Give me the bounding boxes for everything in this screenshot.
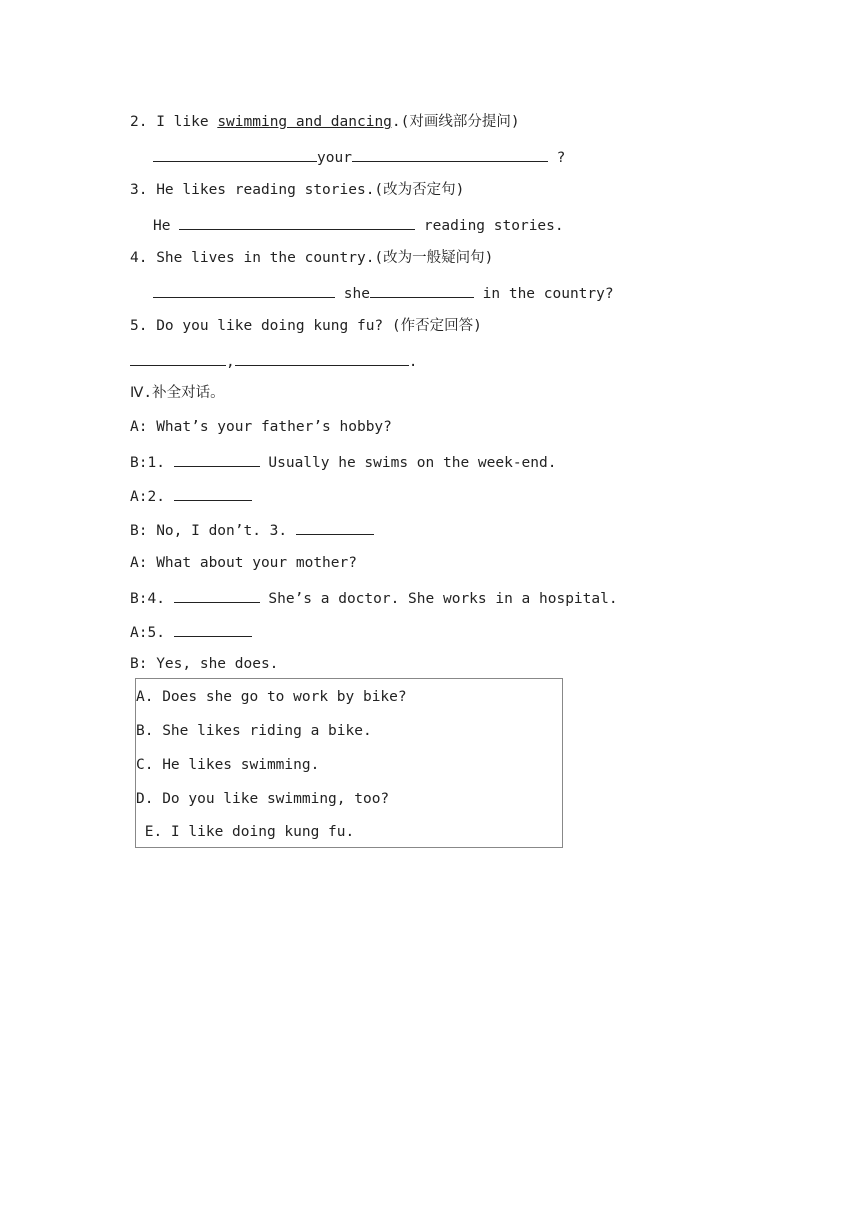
dialogue-prefix: B:1. [130, 455, 174, 471]
dialogue-line-7 [130, 621, 252, 641]
dialogue-line-4 [130, 519, 374, 539]
question-5-answer [130, 350, 417, 370]
dialogue-prefix: B: No, I don’t. 3. [130, 523, 296, 539]
question-3-start: He [153, 218, 180, 234]
question-5: 5. Do you like doing kung fu? (作否定回答) [130, 318, 482, 334]
question-2-end: ? [547, 150, 566, 166]
dialogue-prefix: A:2. [130, 489, 174, 505]
question-2-underlined: swimming and dancing [217, 114, 392, 130]
answer-blank[interactable] [179, 214, 415, 230]
dialogue-prefix: A:5. [130, 625, 174, 641]
question-2-prefix: 2. I like [130, 114, 218, 130]
question-3: 3. He likes reading stories.(改为否定句) [130, 182, 465, 198]
answer-blank[interactable] [153, 146, 317, 162]
dialogue-line-6 [130, 587, 618, 607]
question-2-answer [153, 146, 565, 166]
question-2-instruction: .(对画线部分提问) [391, 114, 520, 130]
question-4-end: in the country? [473, 286, 614, 302]
answer-blank[interactable] [352, 146, 548, 162]
dialogue-prefix: B:4. [130, 591, 174, 607]
answer-blank[interactable] [153, 282, 335, 298]
question-5-period: . [408, 354, 418, 370]
option-d: D. Do you like swimming, too? [136, 791, 390, 807]
option-c: C. He likes swimming. [136, 757, 320, 773]
answer-blank[interactable] [235, 350, 409, 366]
dialogue-line-1: A: What’s your father’s hobby? [130, 419, 392, 435]
option-a: A. Does she go to work by bike? [136, 689, 407, 705]
question-3-answer [153, 214, 564, 234]
question-5-comma: , [226, 354, 235, 370]
option-b: B. She likes riding a bike. [136, 723, 372, 739]
answer-blank[interactable] [174, 621, 252, 637]
dialogue-suffix: Usually he swims on the week-end. [259, 455, 557, 471]
dialogue-line-3 [130, 485, 252, 505]
question-3-end: reading stories. [415, 218, 564, 234]
options-box [135, 678, 563, 848]
answer-blank[interactable] [130, 350, 226, 366]
question-4-mid: she [335, 286, 370, 302]
answer-blank[interactable] [174, 451, 260, 467]
question-2-mid: your [317, 150, 352, 166]
question-4-answer [153, 282, 614, 302]
dialogue-line-5: A: What about your mother? [130, 555, 357, 571]
answer-blank[interactable] [174, 587, 260, 603]
question-2 [130, 112, 520, 132]
dialogue-suffix: She’s a doctor. She works in a hospital. [259, 591, 618, 607]
section-4-heading: Ⅳ.补全对话。 [130, 385, 225, 401]
answer-blank[interactable] [296, 519, 374, 535]
answer-blank[interactable] [370, 282, 474, 298]
dialogue-line-2 [130, 451, 556, 471]
dialogue-line-8: B: Yes, she does. [130, 656, 279, 672]
question-4: 4. She lives in the country.(改为一般疑问句) [130, 250, 494, 266]
option-e: E. I like doing kung fu. [136, 824, 355, 840]
answer-blank[interactable] [174, 485, 252, 501]
